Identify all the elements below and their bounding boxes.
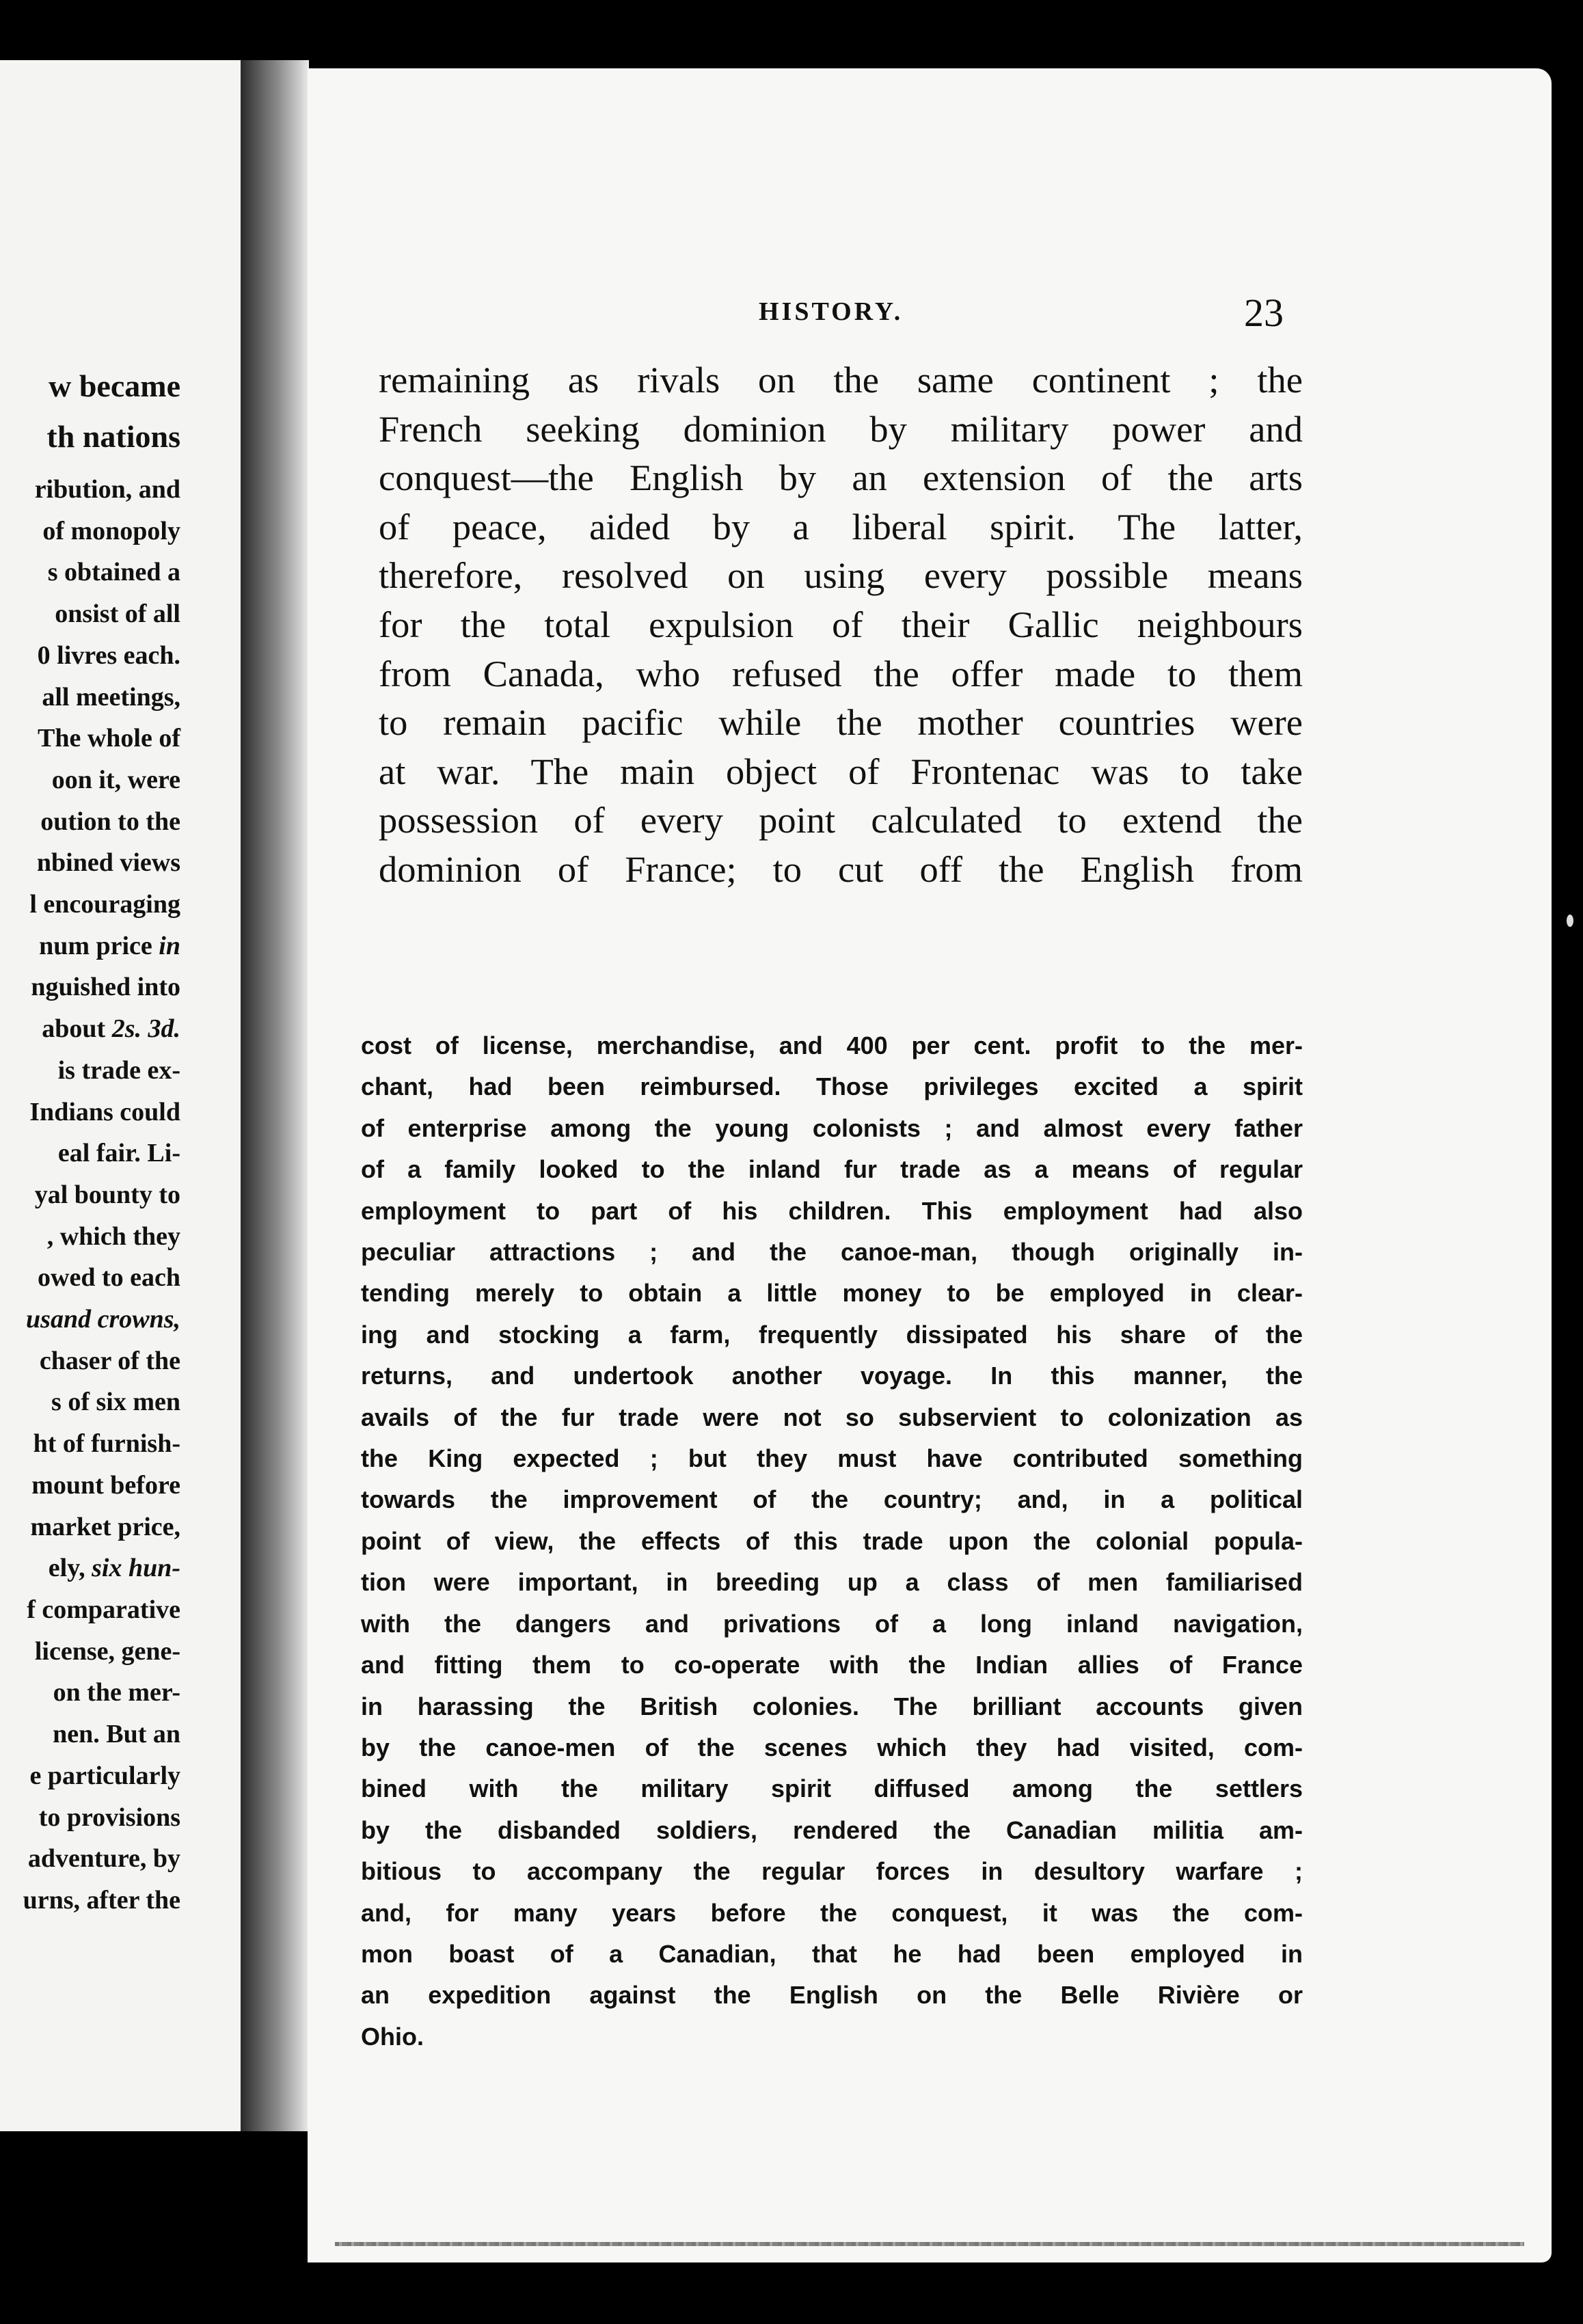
left-line: owed to each xyxy=(38,1263,180,1293)
footnote-line: peculiar attractions ; and the canoe-man, though originally in- xyxy=(361,1238,1303,1267)
left-line: ht of furnish- xyxy=(33,1429,180,1459)
left-line: e particularly xyxy=(29,1761,180,1790)
left-line: of monopoly xyxy=(42,516,180,545)
left-line: to provisions xyxy=(38,1802,180,1832)
footnote-line: returns, and undertook another voyage. In this manner, the xyxy=(361,1362,1303,1390)
left-line: s obtained a xyxy=(47,558,180,587)
left-line: usand crowns, xyxy=(26,1305,180,1334)
left-line: The whole of xyxy=(38,724,180,753)
footnote-line: of a family looked to the inland fur trade as a means of regular xyxy=(361,1155,1303,1184)
body-line: for the total expulsion of their Gallic neighbours xyxy=(379,603,1303,645)
footnote-line: by the disbanded soldiers, rendered the Canadian militia am- xyxy=(361,1815,1303,1844)
left-line: oution to the xyxy=(40,807,180,836)
footnote xyxy=(361,1025,1303,2057)
footnote-line: avails of the fur trade were not so subservient to colonization as xyxy=(361,1403,1303,1431)
footnote-line: the King expected ; but they must have contributed something xyxy=(361,1444,1303,1473)
page-header xyxy=(308,290,1552,342)
footnote-line: bined with the military spirit diffused among the settlers xyxy=(361,1774,1303,1803)
left-line: w became xyxy=(49,368,180,403)
left-line: all meetings, xyxy=(42,682,180,712)
left-line: onsist of all xyxy=(55,599,180,629)
footnote-line: with the dangers and privations of a long inland navigation, xyxy=(361,1609,1303,1638)
body-line: remaining as rivals on the same continent ; the xyxy=(379,359,1303,401)
footnote-line: Ohio. xyxy=(361,2022,424,2051)
footnote-line: of enterprise among the young colonists ; and almost every father xyxy=(361,1113,1303,1142)
left-line: s of six men xyxy=(51,1388,180,1417)
footnote-line: cost of license, merchandise, and 400 per cent. profit to the mer- xyxy=(361,1031,1303,1059)
left-line: eal fair. Li- xyxy=(57,1139,180,1168)
footnote-line: tion were important, in breeding up a class of men familiarised xyxy=(361,1568,1303,1597)
body-line: from Canada, who refused the offer made to them xyxy=(379,652,1303,694)
book-gutter xyxy=(241,60,309,2131)
left-line: license, gene- xyxy=(34,1636,180,1666)
left-line: oon it, were xyxy=(51,765,180,794)
body-line: conquest—the English by an extension of the arts xyxy=(379,457,1303,499)
body-line: to remain pacific while the mother countries were xyxy=(379,701,1303,744)
body-line: French seeking dominion by military power and xyxy=(379,407,1303,450)
body-line: dominion of France; to cut off the English from xyxy=(379,848,1303,890)
footnote-line: tending merely to obtain a little money to be employed in clear- xyxy=(361,1279,1303,1308)
left-line: about 2s. 3d. xyxy=(42,1014,180,1044)
left-line: , which they xyxy=(46,1221,180,1251)
left-line: on the mer- xyxy=(53,1678,180,1707)
book-page xyxy=(308,68,1552,2262)
left-line: yal bounty to xyxy=(34,1180,180,1209)
footnote-line: point of view, the effects of this trade upon the colonial popula- xyxy=(361,1526,1303,1555)
left-line: 0 livres each. xyxy=(37,640,180,670)
left-line: nguished into xyxy=(31,973,180,1002)
body-line: therefore, resolved on using every possible means xyxy=(379,554,1303,597)
footnote-line: in harassing the British colonies. The brilliant accounts given xyxy=(361,1692,1303,1720)
footnote-line: by the canoe-men of the scenes which they had visited, com- xyxy=(361,1733,1303,1761)
page-bottom-edge xyxy=(335,2242,1524,2246)
left-line: market price, xyxy=(30,1512,180,1541)
footnote-line: chant, had been reimbursed. Those privileges excited a spirit xyxy=(361,1072,1303,1101)
left-facing-page xyxy=(0,60,246,2131)
body-line: of peace, aided by a liberal spirit. The latter, xyxy=(379,505,1303,548)
left-line: urns, after the xyxy=(23,1885,180,1915)
left-line: Indians could xyxy=(29,1097,180,1126)
body-line: at war. The main object of Frontenac was to take xyxy=(379,750,1303,792)
body-text xyxy=(379,355,1303,894)
footnote-line: towards the improvement of the country; and, in a political xyxy=(361,1485,1303,1514)
left-line: f comparative xyxy=(27,1595,180,1624)
footnote-line: and fitting them to co-operate with the Indian allies of France xyxy=(361,1651,1303,1679)
footnote-line: bitious to accompany the regular forces in desultory warfare ; xyxy=(361,1857,1303,1886)
left-line: chaser of the xyxy=(39,1346,180,1375)
footnote-line: an expedition against the English on the Belle Rivière or xyxy=(361,1981,1303,2010)
body-line: possession of every point calculated to extend the xyxy=(379,799,1303,841)
left-line: ribution, and xyxy=(34,475,180,504)
left-line: mount before xyxy=(31,1470,180,1500)
left-line: nbined views xyxy=(36,848,180,878)
left-line: nen. But an xyxy=(53,1720,180,1749)
scan-speck xyxy=(1567,915,1573,927)
footnote-line: mon boast of a Canadian, that he had been employed in xyxy=(361,1939,1303,1968)
footnote-line: ing and stocking a farm, frequently dissipated his share of the xyxy=(361,1320,1303,1349)
page-number: 23 xyxy=(1244,290,1284,335)
left-line: th nations xyxy=(46,419,180,454)
footnote-line: employment to part of his children. This employment had also xyxy=(361,1196,1303,1225)
left-page-text xyxy=(23,361,180,1921)
left-line: adventure, by xyxy=(27,1844,180,1874)
footnote-line: and, for many years before the conquest, it was the com- xyxy=(361,1898,1303,1927)
running-head: HISTORY. xyxy=(759,297,904,326)
left-line: num price in xyxy=(39,931,180,960)
left-line: ely, six hun- xyxy=(48,1554,180,1583)
left-line: l encouraging xyxy=(29,890,180,919)
left-line: is trade ex- xyxy=(57,1055,180,1085)
